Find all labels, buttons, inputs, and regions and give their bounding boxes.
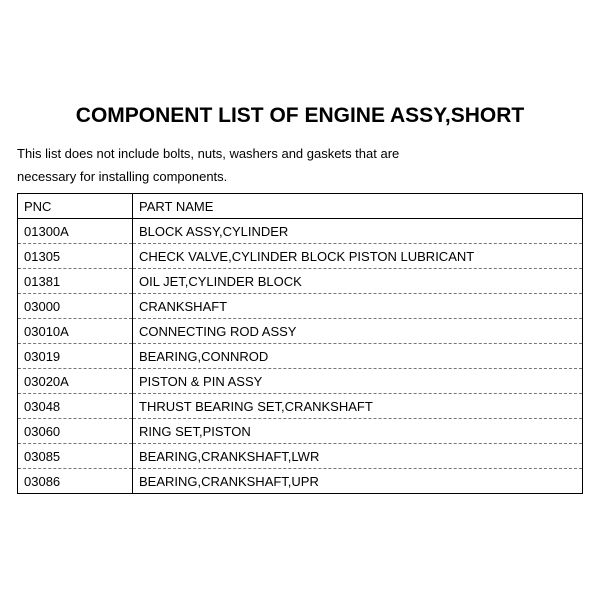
table-row <box>18 244 583 269</box>
note-line-1: This list does not include bolts, nuts, washers and gaskets that are <box>17 146 400 161</box>
table-header-row <box>18 194 583 219</box>
note-line-2: necessary for installing components. <box>17 169 228 184</box>
row-part-name: BEARING,CRANKSHAFT,LWR <box>133 444 583 469</box>
row-part-name: CHECK VALVE,CYLINDER BLOCK PISTON LUBRICANT <box>133 244 583 269</box>
table-row <box>18 294 583 319</box>
page-title: COMPONENT LIST OF ENGINE ASSY,SHORT <box>75 104 525 127</box>
table-row <box>18 394 583 419</box>
row-pnc: 03085 <box>18 444 133 469</box>
table-row <box>18 319 583 344</box>
row-pnc: 03060 <box>18 419 133 444</box>
row-pnc: 03019 <box>18 344 133 369</box>
row-part-name: BLOCK ASSY,CYLINDER <box>133 219 583 244</box>
row-pnc: 01381 <box>18 269 133 294</box>
row-pnc: 01305 <box>18 244 133 269</box>
table-row <box>18 469 583 494</box>
table-row <box>18 344 583 369</box>
row-part-name: PISTON & PIN ASSY <box>133 369 583 394</box>
row-pnc: 01300A <box>18 219 133 244</box>
row-pnc: 03086 <box>18 469 133 494</box>
row-pnc: 03000 <box>18 294 133 319</box>
table-row <box>18 444 583 469</box>
row-pnc: 03020A <box>18 369 133 394</box>
component-table <box>17 193 583 494</box>
table-row <box>18 419 583 444</box>
row-part-name: BEARING,CONNROD <box>133 344 583 369</box>
row-part-name: CRANKSHAFT <box>133 294 583 319</box>
row-part-name: THRUST BEARING SET,CRANKSHAFT <box>133 394 583 419</box>
list-note <box>17 142 577 188</box>
table-row <box>18 219 583 244</box>
row-part-name: BEARING,CRANKSHAFT,UPR <box>133 469 583 494</box>
row-pnc: 03010A <box>18 319 133 344</box>
table-row <box>18 369 583 394</box>
table-body <box>18 219 583 494</box>
table-row <box>18 269 583 294</box>
row-part-name: OIL JET,CYLINDER BLOCK <box>133 269 583 294</box>
row-part-name: RING SET,PISTON <box>133 419 583 444</box>
row-part-name: CONNECTING ROD ASSY <box>133 319 583 344</box>
header-pnc: PNC <box>18 194 133 219</box>
header-part-name: PART NAME <box>133 194 583 219</box>
row-pnc: 03048 <box>18 394 133 419</box>
